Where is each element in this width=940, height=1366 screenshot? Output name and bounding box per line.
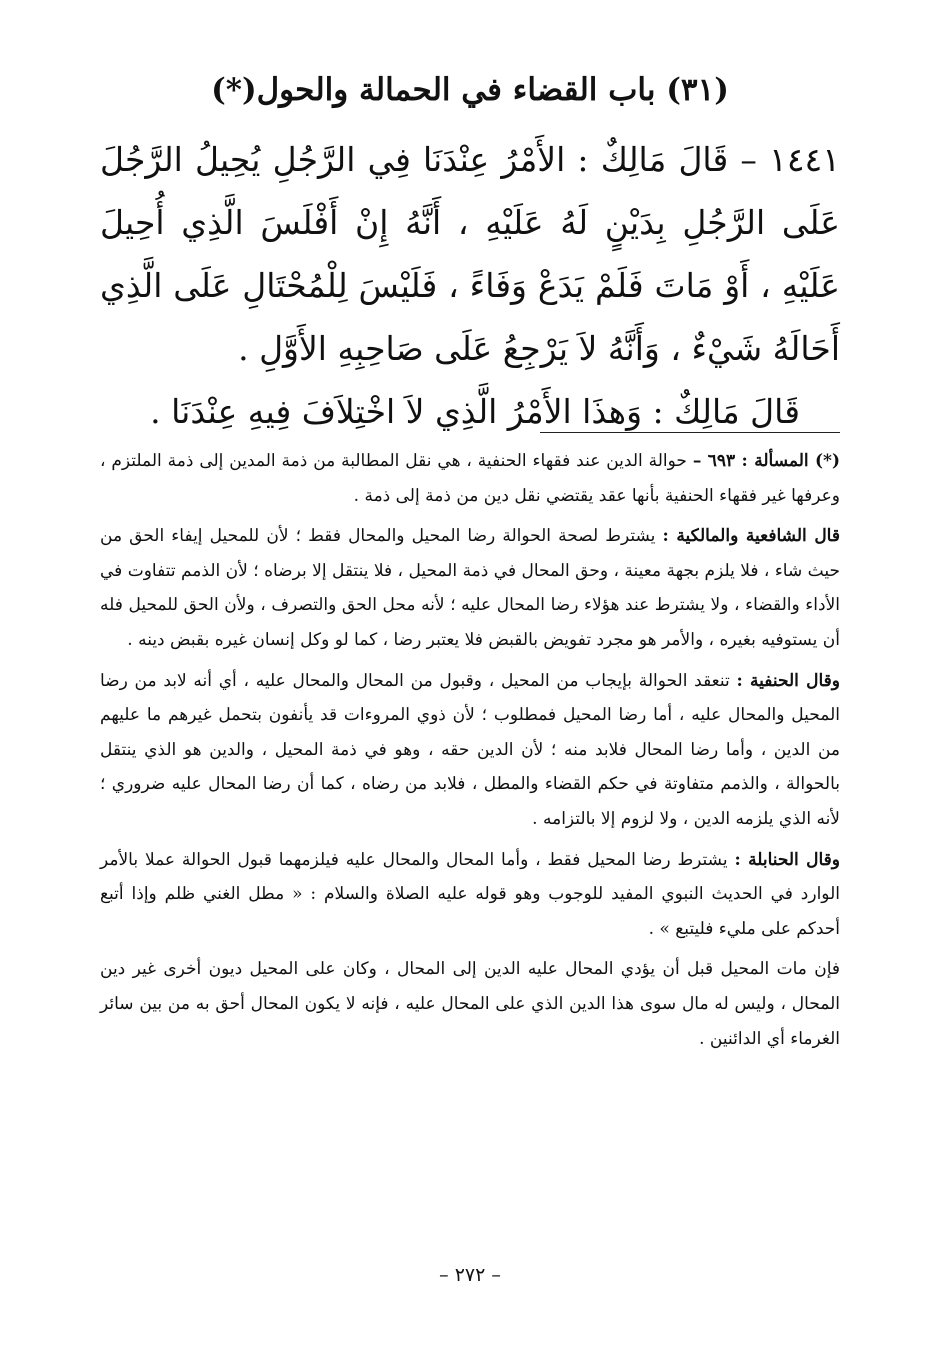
- hadith-paragraph: ١٤٤١ – قَالَ مَالِكٌ : الأَمْرُ عِنْدَنَا فِي الرَّجُلِ يُحِيلُ الرَّجُلَ عَلَى الرَّجُلِ بِدَيْنٍ لَهُ عَلَيْهِ ، أَنَّهُ إِنْ أَفْلَسَ الَّذِي أُحِيلَ عَلَيْهِ ، أَوْ مَاتَ فَلَمْ يَدَعْ وَفَاءً ، فَلَيْسَ لِلْمُحْتَالِ عَلَى الَّذِي أَحَالَهُ شَيْءٌ ، وَأَنَّهُ لاَ يَرْجِعُ عَلَى صَاحِبِهِ الأَوَّلِ .: [100, 140, 840, 368]
- page-number: – ٢٧٢ –: [439, 1264, 501, 1286]
- footnote-paragraph: [100, 444, 840, 513]
- chapter-title: (٣١) باب القضاء في الحمالة والحول(*): [211, 72, 729, 108]
- main-text: [100, 128, 840, 443]
- footnote-lead: وقال الحنفية :: [736, 670, 840, 691]
- footnote-divider: [540, 432, 840, 433]
- malik-statement: قَالَ مَالِكٌ : وَهذَا الأَمْرُ الَّذِي لاَ اخْتِلاَفَ فِيهِ عِنْدَنَا .: [150, 392, 800, 431]
- footnote-lead: وقال الحنابلة :: [734, 849, 841, 870]
- footnote-text: تنعقد الحوالة بإيجاب من المحيل ، وقبول من المحال والمحال عليه ، أي أنه لابد من رضا المحيل والمحال عليه ، أما رضا المحيل فمطلوب ؛ لأن ذوي المروءات قد يأنفون بتحمل غيرهم ما عليهم من الدين ، وأما رضا المحال فلابد منه ؛ لأن الدين حقه ، وهو في ذمة المحيل ، والدين هو الذي ينتقل بالحوالة ، والذمم متفاوتة في حكم القضاء والمطل ، فلابد من رضاه ، كما أن رضا المحال عليه ضروري ؛ لأنه الذي يلزمه الدين ، ولا لزوم إلا بالتزامه .: [100, 670, 840, 829]
- footnote-text: حوالة الدين عند فقهاء الحنفية ، هي نقل المطالبة من ذمة المدين إلى ذمة الملتزم ، وعرفها غير فقهاء الحنفية بأنها عقد يقتضي نقل دين من ذمة إلى ذمة .: [100, 451, 840, 506]
- footnote-paragraph: [100, 519, 840, 657]
- footnote-text: يشترط لصحة الحوالة رضا المحيل والمحال فقط ؛ لأن للمحيل إيفاء الحق من حيث شاء ، فلا يلزم بجهة معينة ، وحق المحال في ذمة المحيل ، فلا ينتقل إلا برضاه ؛ لأن الذمم تتفاوت في الأداء والقضاء ، ولا يشترط عند هؤلاء رضا المحال عليه ؛ لأنه محل الحق والتصرف ، ولأن الحق للمحيل فله أن يستوفيه بغيره ، والأمر هو مجرد تفويض بالقبض فلا يعتبر رضا ، كما لو وكل إنسان غيره بقبض دينه .: [100, 526, 840, 650]
- footnotes: [100, 444, 840, 1062]
- footnote-paragraph: [100, 952, 840, 1056]
- footnote-paragraph: [100, 843, 840, 947]
- footnote-paragraph: [100, 664, 840, 837]
- footnote-text: فإن مات المحيل قبل أن يؤدي المحال عليه الدين إلى المحال ، وكان على المحيل ديون أخرى غير دين المحال ، وليس له مال سوى هذا الدين الذي على المحال عليه ، فإنه لا يكون المحال أحق به من بين سائر الغرماء أي الدائنين .: [100, 959, 840, 1049]
- footnote-lead: قال الشافعية والمالكية :: [662, 526, 840, 547]
- footnote-lead: (*) المسألة : ٦٩٣ –: [692, 451, 840, 471]
- footnote-text: يشترط رضا المحيل فقط ، وأما المحال والمحال عليه فيلزمهما قبول الحوالة عملا بالأمر الوارد في الحديث النبوي المفيد للوجوب وهو قوله عليه الصلاة والسلام : « مطل الغني ظلم وإذا أتبع أحدكم على مليء فليتبع » .: [100, 849, 840, 939]
